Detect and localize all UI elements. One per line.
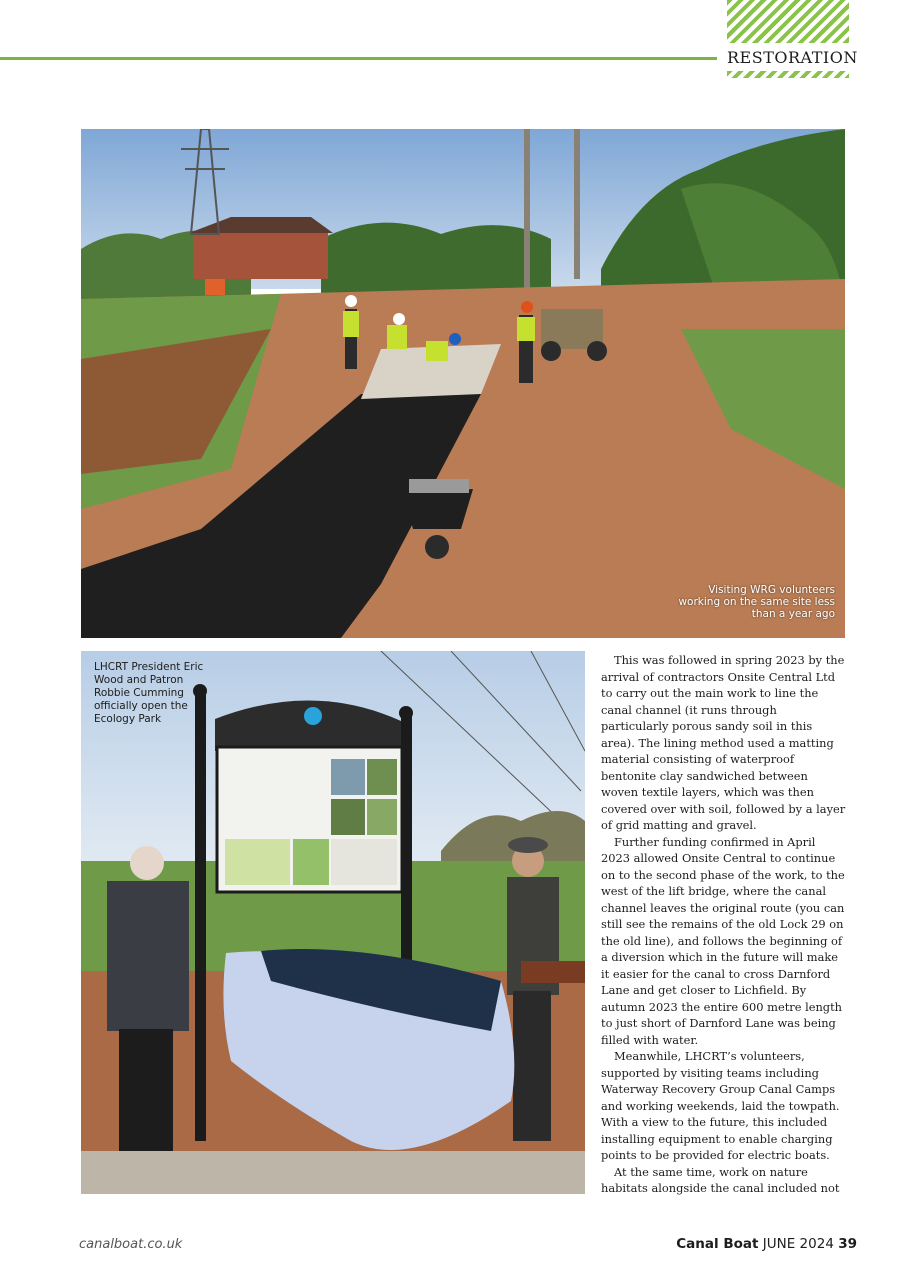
footer-website-link[interactable]: canalboat.co.uk bbox=[79, 1237, 183, 1252]
header-rule bbox=[0, 57, 717, 60]
photo-volunteers-worksite bbox=[81, 129, 845, 638]
footer-magazine-name: Canal Boat bbox=[676, 1236, 759, 1252]
article-body bbox=[601, 652, 847, 1197]
bottom-photo-caption: LHCRT President Eric Wood and Patron Robbie Cumming officially open the Ecology Park bbox=[94, 661, 204, 725]
top-photo-caption: Visiting WRG volunteers working on the same site less than a year ago bbox=[678, 584, 835, 620]
article-paragraph: Further funding confirmed in April 2023 allowed Onsite Central to continue on to the second phase of the work, to the west of the lift bridge, where the canal channel leaves the original route (you can still see the remains of the old Lock 29 on the old line), and follows the beginning of a diversion which in the future will make it easier for the canal to cross Darnford Lane and get closer to Lichfield. By autumn 2023 the entire 600 metre length to just short of Darnford Lane was being filled with water. bbox=[601, 834, 845, 1047]
article-paragraph: This was followed in spring 2023 by the arrival of contractors Onsite Central Ltd to carry out the main work to line the canal channel (it runs through particularly porous sandy soil in this area). The lining method used a matting material consisting of waterproof bentonite clay sandwiched between woven textile layers, which was then covered over with soil, followed by a layer of grid matting and gravel. bbox=[601, 653, 846, 832]
footer-issue-date: JUNE 2024 bbox=[762, 1236, 834, 1252]
header-hatch-underline bbox=[727, 71, 849, 78]
header-hatch-decoration bbox=[727, 0, 849, 43]
article-paragraph: At the same time, work on nature habitats alongside the canal included not bbox=[601, 1164, 840, 1195]
opening-illustration bbox=[81, 651, 585, 1194]
footer-issue-info bbox=[676, 1236, 857, 1252]
section-label: RESTORATION bbox=[727, 48, 858, 67]
footer-page-number: 39 bbox=[838, 1236, 857, 1252]
worksite-illustration bbox=[81, 129, 845, 638]
photo-ecology-park-opening bbox=[81, 651, 585, 1194]
article-paragraph: Meanwhile, LHCRT’s volunteers, supported by visiting teams including Waterway Recovery Group Canal Camps and working weekends, laid the towpath. With a view to the future, this included installing equipment to enable charging points to be provided for electric boats. bbox=[601, 1049, 840, 1162]
